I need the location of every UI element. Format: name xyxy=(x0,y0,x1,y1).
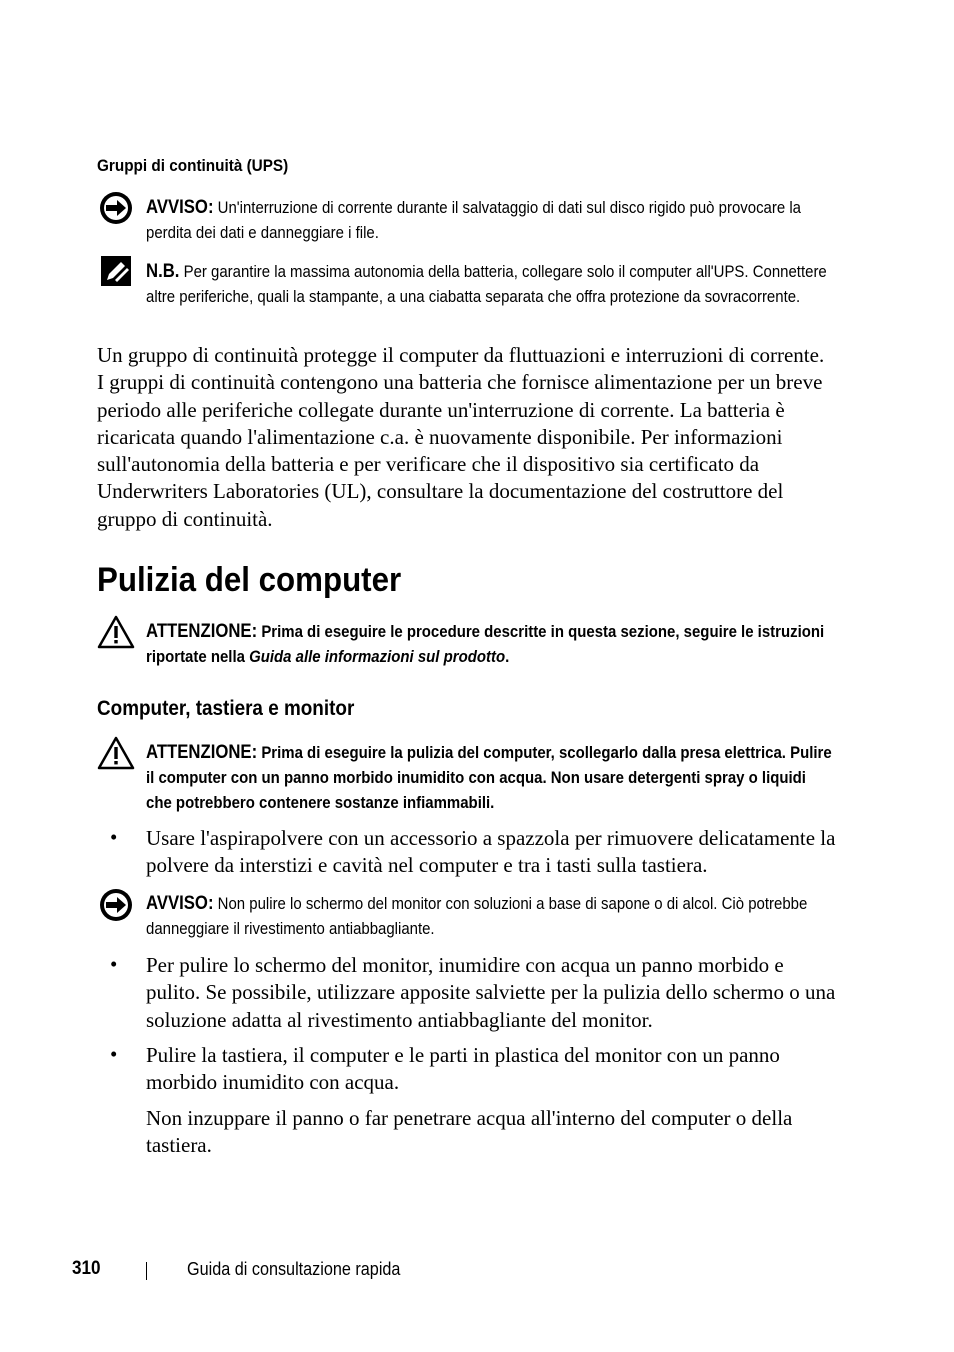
caution-body: Prima di eseguire le procedure descritte in questa sezione, seguire le istruzioni riportate nella xyxy=(146,622,825,666)
ups-paragraph: Un gruppo di continuità protegge il computer da fluttuazioni e interruzioni di corrente. I gruppi di continuità contengono una batteria che fornisce alimentazione per un breve periodo alle periferiche collegate durante un'interruzione di corrente. La batteria è ricaricata quando l'alimentazione c.a. è nuovamente disponibile. Per informazioni sull'autonomia della batteria e per verificare che il dispositivo sia certificato da Underwriters Laboratories (UL), consultare la documentazione del costruttore del gruppo di continuità. xyxy=(97,343,825,531)
notice-icon xyxy=(99,888,133,922)
caution-body: Prima di eseguire la pulizia del computer, scollegarlo dalla presa elettrica. Pulire il computer con un panno morbido inumidito con acqua. Non usare detergenti spray o liquidi che potrebbero contenere sostanze infiammabili. xyxy=(146,743,832,812)
notice-label: AVVISO: xyxy=(146,893,214,914)
page-title: Pulizia del computer xyxy=(97,561,402,599)
notice-icon xyxy=(99,191,133,225)
caution-text xyxy=(146,619,832,669)
caution-label: ATTENZIONE: xyxy=(146,742,258,763)
pencil-note-icon xyxy=(101,256,135,288)
warning-triangle-icon xyxy=(97,736,135,770)
warning-triangle-icon xyxy=(97,615,135,649)
notice-label: AVVISO: xyxy=(146,197,214,218)
note-body: Per garantire la massima autonomia della batteria, collegare solo il computer all'UPS. Connettere altre periferiche, quali la stampante, a una ciabatta separata che offra protezione da sovracorrente. xyxy=(146,262,827,306)
product-guide-title: Guida alle informazioni sul prodotto xyxy=(249,647,506,666)
notice-text xyxy=(146,195,832,245)
list-item: Usare l'aspirapolvere con un accessorio a spazzola per rimuovere delicatamente la polvere da interstizi e cavità nel computer e tra i tasti sulla tastiera. xyxy=(146,826,836,878)
page-number: 310 xyxy=(72,1258,101,1279)
list-item: Per pulire lo schermo del monitor, inumidire con acqua un panno morbido e pulito. Se possibile, utilizzare apposite salviette per la pulizia dello schermo o una soluzione adatta al rivestimento antiabbagliante del monitor. xyxy=(146,953,836,1032)
caution-text xyxy=(146,740,832,815)
notice-body: Un'interruzione di corrente durante il salvataggio di dati sul disco rigido può provocare la perdita dei dati e danneggiare i file. xyxy=(146,198,801,242)
bullet-marker: • xyxy=(110,1042,118,1066)
bullet-marker: • xyxy=(110,825,118,849)
list-item: Pulire la tastiera, il computer e le parti in plastica del monitor con un panno morbido inumidito con acqua. xyxy=(146,1043,780,1095)
note-text xyxy=(146,259,832,309)
bullet-marker: • xyxy=(110,952,118,976)
section-heading-ups: Gruppi di continuità (UPS) xyxy=(97,156,289,175)
section-subheading: Computer, tastiera e monitor xyxy=(97,697,355,720)
caution-body-end: . xyxy=(505,647,510,666)
notice-text xyxy=(146,891,832,941)
note-label: N.B. xyxy=(146,261,180,282)
footer-title: Guida di consultazione rapida xyxy=(187,1259,401,1279)
notice-body: Non pulire lo schermo del monitor con soluzioni a base di sapone o di alcol. Ciò potrebbe danneggiare il rivestimento antiabbagliante. xyxy=(146,894,808,938)
caution-label: ATTENZIONE: xyxy=(146,621,258,642)
list-item-continuation: Non inzuppare il panno o far penetrare acqua all'interno del computer o della tastiera. xyxy=(146,1106,793,1158)
footer-divider xyxy=(146,1262,147,1280)
